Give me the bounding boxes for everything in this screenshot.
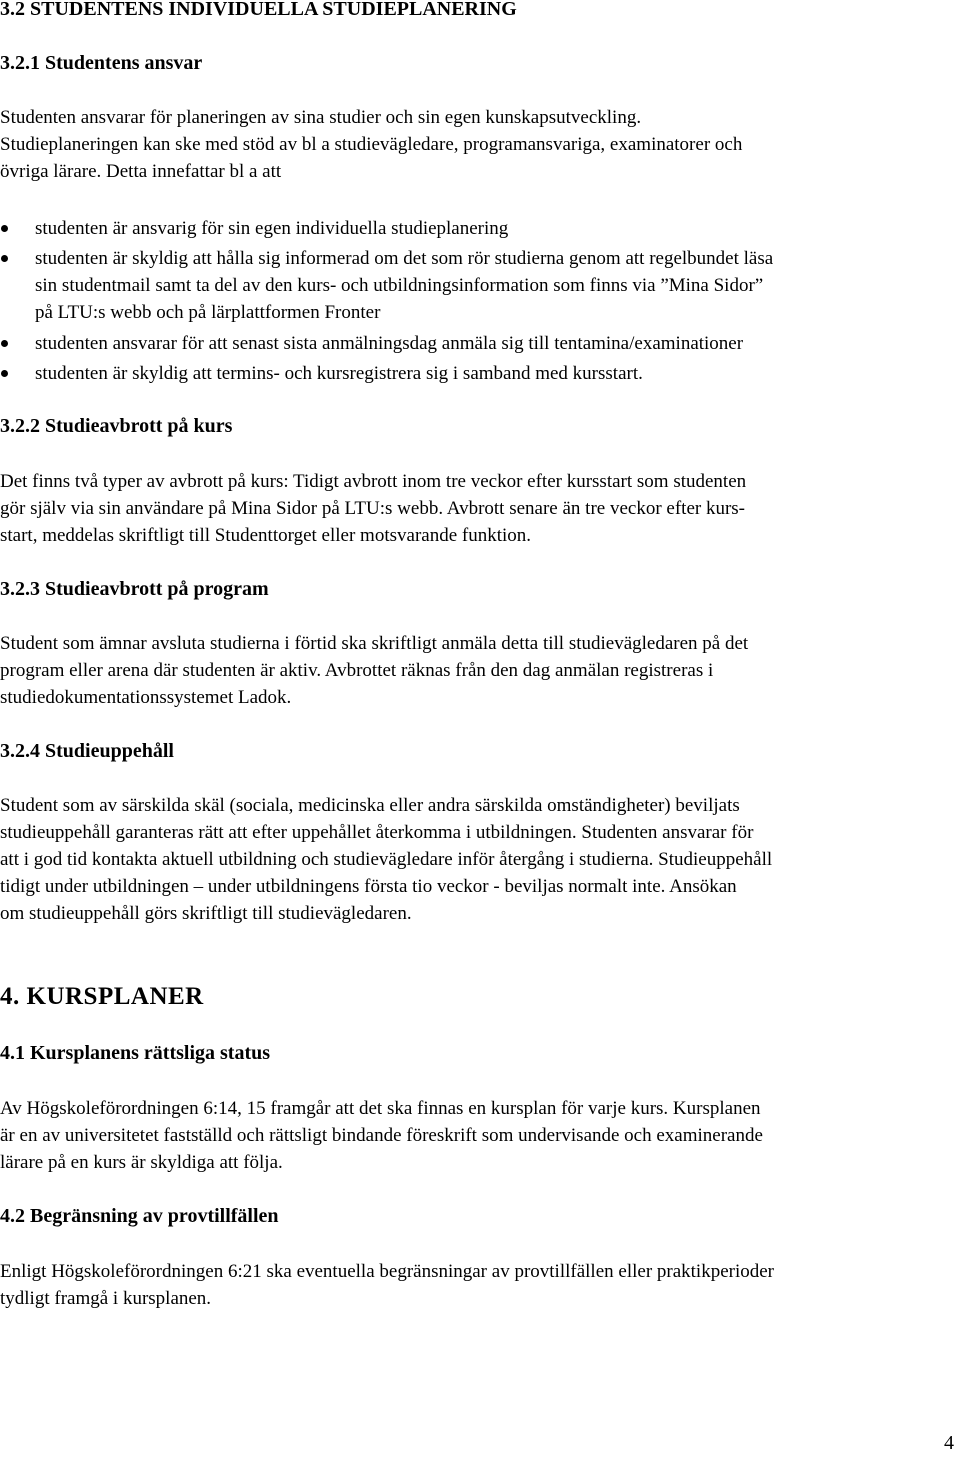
paragraph-line: tydligt framgå i kursplanen.: [0, 1288, 212, 1309]
paragraph-3-2-2: [0, 468, 746, 549]
bullet-text: [35, 360, 955, 387]
bullet-text: [35, 330, 955, 357]
intro-paragraph: [0, 104, 742, 185]
bullet-line: studenten ansvarar för att senast sista anmälningsdag anmäla sig till tentamina/examinationer: [35, 333, 744, 354]
paragraph-line: Studieplaneringen kan ske med stöd av bl a studievägledare, programansvariga, examinatorer och: [0, 134, 743, 155]
paragraph-line: Studenten ansvarar för planeringen av sina studier och sin egen kunskapsutveckling.: [0, 107, 642, 128]
paragraph-4-1: [0, 1095, 763, 1176]
section-heading-3-2-1: 3.2.1 Studentens ansvar: [0, 52, 203, 74]
paragraph-line: program eller arena där studenten är aktiv. Avbrottet räknas från den dag anmälan registreras i: [0, 660, 714, 681]
paragraph-line: studieuppehåll garanteras rätt att efter uppehållet återkomma i utbildningen. Studenten ansvarar för: [0, 822, 754, 843]
paragraph-line: studiedokumentationssystemet Ladok.: [0, 687, 292, 708]
paragraph-line: Det finns två typer av avbrott på kurs: Tidigt avbrott inom tre veckor efter kursstart som studenten: [0, 471, 747, 492]
bullet-line: sin studentmail samt ta del av den kurs- och utbildningsinformation som finns via ”Mina Sidor”: [35, 275, 764, 296]
paragraph-line: att i god tid kontakta aktuell utbildning och studievägledare inför återgång i studierna. Studieuppehåll: [0, 849, 773, 870]
paragraph-3-2-4: [0, 792, 772, 927]
section-heading-3-2: 3.2 STUDENTENS INDIVIDUELLA STUDIEPLANERING: [0, 0, 517, 20]
paragraph-line: Av Högskoleförordningen 6:14, 15 framgår att det ska finnas en kursplan för varje kurs. Kursplanen: [0, 1098, 761, 1119]
bullet-line: studenten är skyldig att hålla sig informerad om det som rör studierna genom att regelbundet läsa: [35, 248, 774, 269]
paragraph-line: Student som av särskilda skäl (sociala, medicinska eller andra särskilda omständigheter) beviljats: [0, 795, 740, 816]
paragraph-line: är en av universitetet fastställd och rättsligt bindande föreskrift som undervisande och examinerande: [0, 1125, 763, 1146]
paragraph-3-2-3: [0, 630, 748, 711]
paragraph-line: övriga lärare. Detta innefattar bl a att: [0, 161, 282, 182]
page-number: 4: [944, 1432, 954, 1454]
bullet-line: studenten är skyldig att termins- och kursregistrera sig i samband med kursstart.: [35, 363, 643, 384]
paragraph-line: start, meddelas skriftligt till Studenttorget eller motsvarande funktion.: [0, 525, 532, 546]
paragraph-line: lärare på en kurs är skyldiga att följa.: [0, 1152, 283, 1173]
section-heading-3-2-2: 3.2.2 Studieavbrott på kurs: [0, 415, 233, 437]
bullet-icon: [1, 255, 8, 262]
section-heading-4-1: 4.1 Kursplanens rättsliga status: [0, 1042, 271, 1064]
paragraph-line: Enligt Högskoleförordningen 6:21 ska eventuella begränsningar av provtillfällen eller praktikperioder: [0, 1261, 775, 1282]
bullet-icon: [1, 225, 8, 232]
section-heading-3-2-3: 3.2.3 Studieavbrott på program: [0, 578, 269, 600]
section-heading-4-2: 4.2 Begränsning av provtillfällen: [0, 1205, 279, 1227]
bullet-icon: [1, 340, 8, 347]
bullet-text: [35, 245, 955, 326]
bullet-icon: [1, 370, 8, 377]
paragraph-line: om studieuppehåll görs skriftligt till studievägledaren.: [0, 903, 412, 924]
bullet-text: [35, 215, 955, 242]
bullet-line: studenten är ansvarig för sin egen individuella studieplanering: [35, 218, 509, 239]
paragraph-line: Student som ämnar avsluta studierna i förtid ska skriftligt anmäla detta till studievägledaren på det: [0, 633, 749, 654]
paragraph-4-2: [0, 1258, 774, 1312]
bullet-line: på LTU:s webb och på lärplattformen Fronter: [35, 302, 381, 323]
paragraph-line: tidigt under utbildningen – under utbildningens första tio veckor - beviljas normalt inte. Ansökan: [0, 876, 737, 897]
section-heading-3-2-4: 3.2.4 Studieuppehåll: [0, 740, 174, 762]
paragraph-line: gör själv via sin användare på Mina Sidor på LTU:s webb. Avbrott senare än tre veckor efter kurs-: [0, 498, 745, 519]
chapter-heading-4: 4. KURSPLANER: [0, 983, 204, 1010]
